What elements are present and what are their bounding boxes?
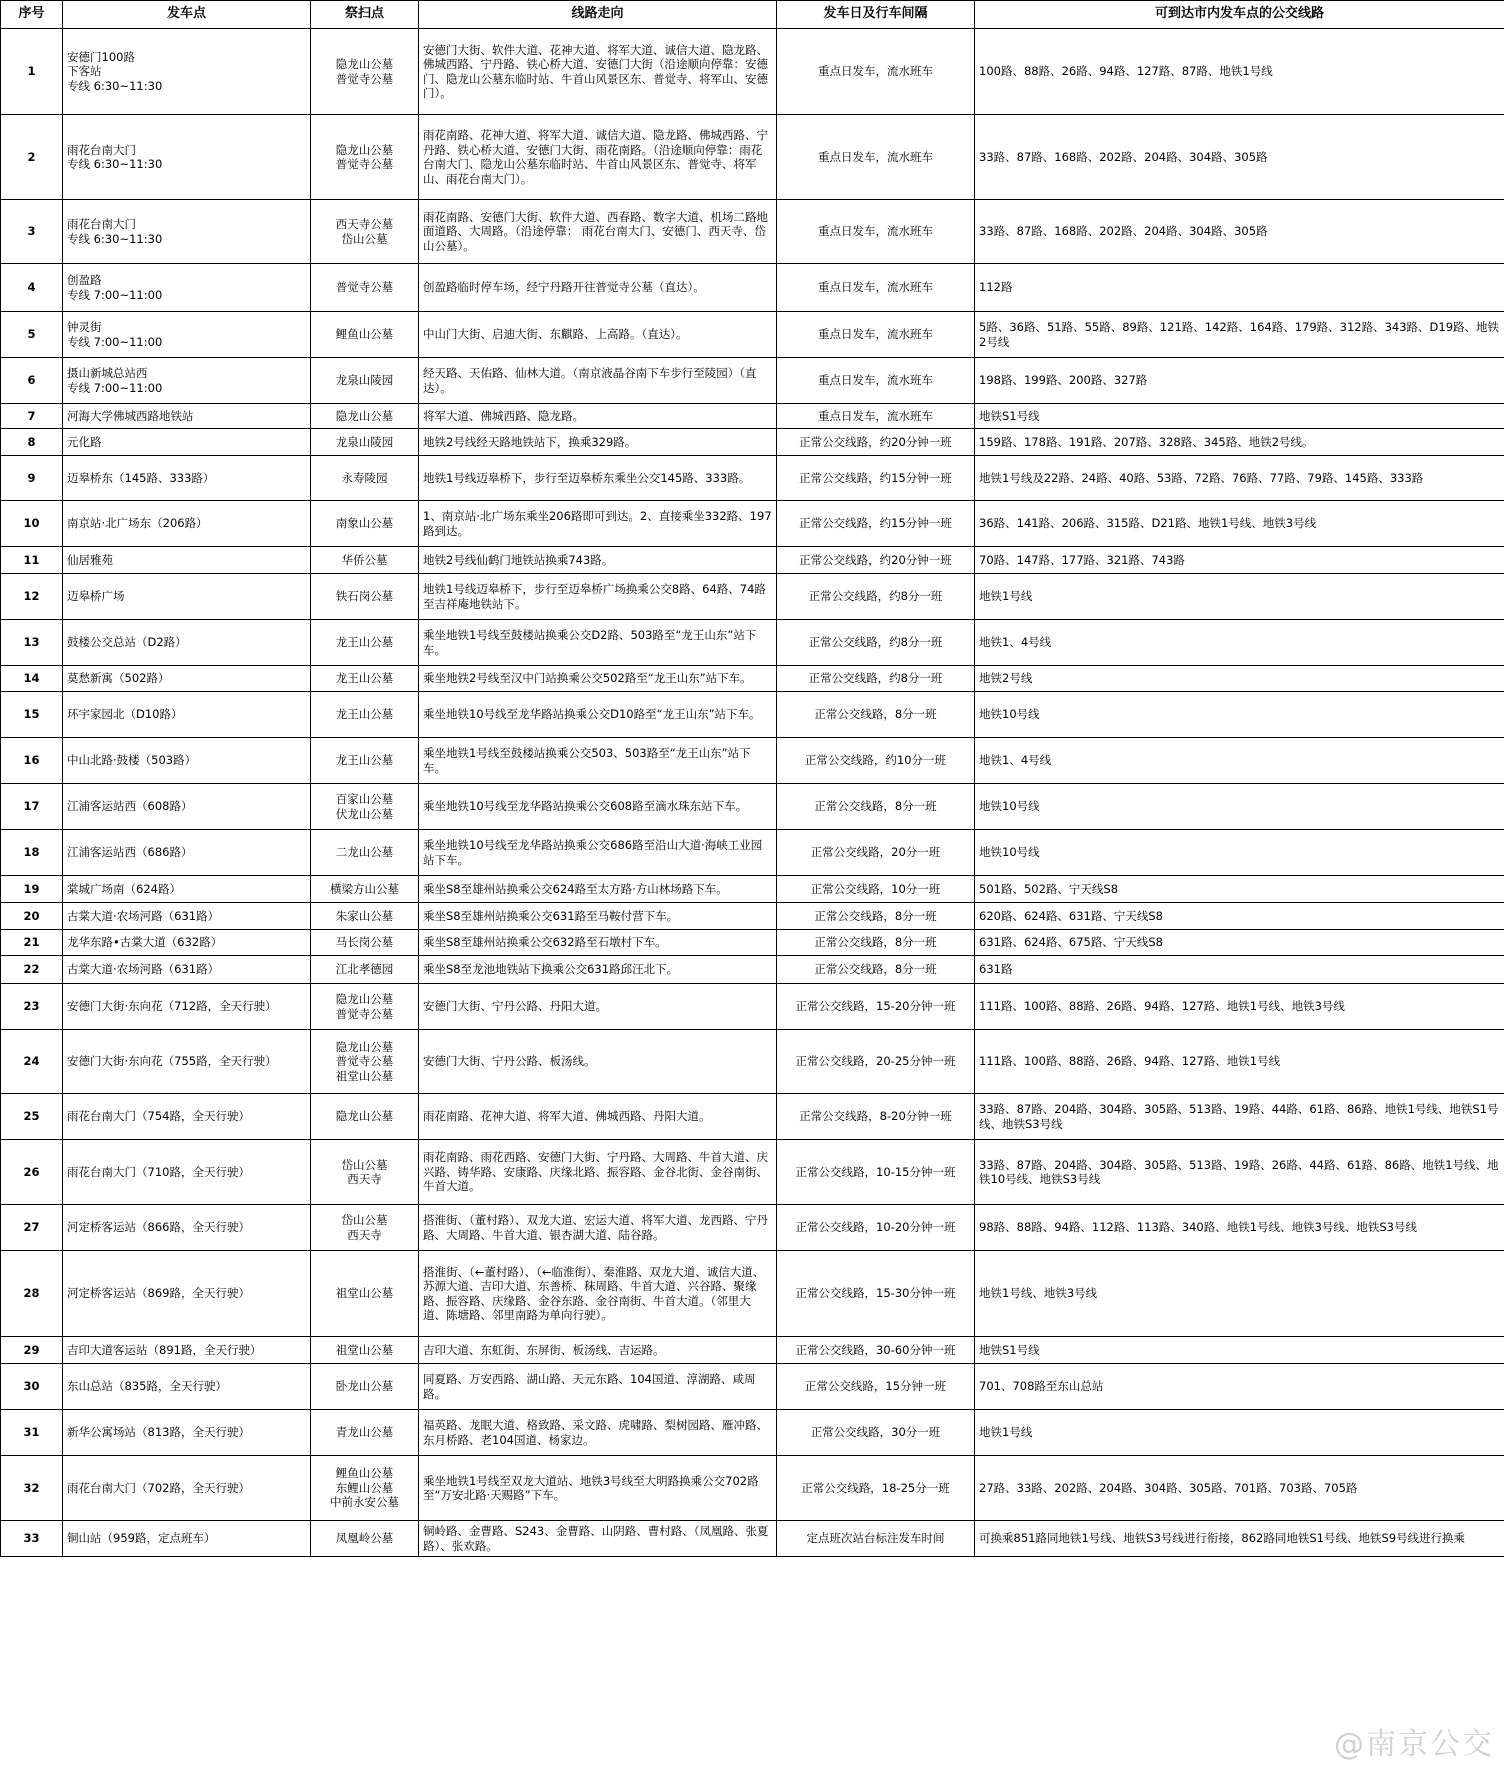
start-point: 迈皋桥东（145路、333路）: [63, 456, 311, 501]
row-number: 24: [1, 1030, 63, 1094]
table-row: [1, 984, 1504, 1030]
start-point: 棠城广场南（624路）: [63, 876, 311, 903]
connecting-lines: 70路、147路、177路、321路、743路: [975, 547, 1504, 574]
schedule: 正常公交线路，8分一班: [777, 903, 975, 930]
destination: 隐龙山公墓 普觉寺公墓: [311, 115, 419, 200]
table-row: [1, 930, 1504, 956]
route-description: 安德门大街、宁丹公路、丹阳大道。: [419, 984, 777, 1030]
destination: 隐龙山公墓: [311, 1094, 419, 1140]
schedule: 正常公交线路，约8分一班: [777, 574, 975, 620]
schedule: 正常公交线路，10分一班: [777, 876, 975, 903]
schedule: 正常公交线路，30-60分钟一班: [777, 1337, 975, 1364]
connecting-lines: 111路、100路、88路、26路、94路、127路、地铁1号线、地铁3号线: [975, 984, 1504, 1030]
route-description: 乘坐地铁1号线至鼓楼站换乘公交503、503路至“龙王山东”站下车。: [419, 738, 777, 784]
header-lines: 可到达市内发车点的公交线路: [975, 1, 1504, 29]
start-point: 莫愁新寓（502路）: [63, 666, 311, 692]
row-number: 8: [1, 429, 63, 456]
route-description: 同夏路、万安西路、湖山路、天元东路、104国道、淳湖路、咸周路。: [419, 1364, 777, 1410]
schedule: 正常公交线路，8分一班: [777, 692, 975, 738]
schedule: 正常公交线路，8-20分钟一班: [777, 1094, 975, 1140]
table-row: [1, 501, 1504, 547]
start-point: 东山总站（835路，全天行驶）: [63, 1364, 311, 1410]
schedule: 重点日发车，流水班车: [777, 115, 975, 200]
route-description: 安德门大街、软件大道、花神大道、将军大道、诚信大道、隐龙路、佛城西路、宁丹路、铁心桥大道、安德门大街（沿途顺向停靠：安德门、隐龙山公墓东临时站、牛首山风景区东、普觉寺、将军山、安德门）。: [419, 29, 777, 115]
row-number: 25: [1, 1094, 63, 1140]
table-row: [1, 358, 1504, 404]
row-number: 17: [1, 784, 63, 830]
start-point: 钟灵街 专线 7:00~11:00: [63, 312, 311, 358]
table-row: [1, 620, 1504, 666]
destination: 龙王山公墓: [311, 666, 419, 692]
route-description: 乘坐地铁10号线至龙华路站换乘公交686路至沿山大道·海峡工业园站下车。: [419, 830, 777, 876]
route-description: 吉印大道、东虹街、东屏街、板汤线、吉运路。: [419, 1337, 777, 1364]
connecting-lines: 地铁1号线: [975, 574, 1504, 620]
route-description: 雨花南路、安德门大街、软件大道、西春路、数字大道、机场二路地面道路、大周路。（沿途停靠： 雨花台南大门、安德门、西天寺、岱山公墓）。: [419, 200, 777, 264]
row-number: 1: [1, 29, 63, 115]
row-number: 23: [1, 984, 63, 1030]
row-number: 13: [1, 620, 63, 666]
route-description: 1、南京站·北广场东乘坐206路即可到达。2、直接乘坐332路、197路到达。: [419, 501, 777, 547]
table-row: [1, 1030, 1504, 1094]
connecting-lines: 可换乘851路同地铁1号线、地铁S3号线进行衔接，862路同地铁S1号线、地铁S9号线进行换乘: [975, 1521, 1504, 1557]
schedule: 正常公交线路，10-20分钟一班: [777, 1205, 975, 1251]
route-description: 乘坐地铁1号线至鼓楼站换乘公交D2路、503路至“龙王山东”站下车。: [419, 620, 777, 666]
schedule: 正常公交线路，约20分钟一班: [777, 547, 975, 574]
schedule: 重点日发车，流水班车: [777, 264, 975, 312]
connecting-lines: 27路、33路、202路、204路、304路、305路、701路、703路、705路: [975, 1456, 1504, 1521]
start-point: 鼓楼公交总站（D2路）: [63, 620, 311, 666]
connecting-lines: 地铁10号线: [975, 830, 1504, 876]
route-description: 福英路、龙眠大道、格致路、采文路、虎啸路、梨树园路、雁冲路、东月桥路、老104国道、杨家边。: [419, 1410, 777, 1456]
watermark: @南京公交: [1334, 1727, 1494, 1762]
connecting-lines: 地铁S1号线: [975, 1337, 1504, 1364]
route-description: 乘坐地铁10号线至龙华路站换乘公交D10路至“龙王山东”站下车。: [419, 692, 777, 738]
schedule: 正常公交线路，8分一班: [777, 956, 975, 984]
schedule: 重点日发车，流水班车: [777, 29, 975, 115]
destination: 龙王山公墓: [311, 692, 419, 738]
row-number: 10: [1, 501, 63, 547]
connecting-lines: 33路、87路、204路、304路、305路、513路、19路、26路、44路、61路、86路、地铁1号线、地铁10号线、地铁S3号线: [975, 1140, 1504, 1205]
row-number: 14: [1, 666, 63, 692]
table-row: [1, 1140, 1504, 1205]
route-description: 乘坐S8至雄州站换乘公交632路至石墩村下车。: [419, 930, 777, 956]
start-point: 河海大学佛城西路地铁站: [63, 404, 311, 429]
route-description: 安德门大街、宁丹公路、板汤线。: [419, 1030, 777, 1094]
connecting-lines: 501路、502路、宁天线S8: [975, 876, 1504, 903]
destination: 祖堂山公墓: [311, 1337, 419, 1364]
row-number: 30: [1, 1364, 63, 1410]
row-number: 3: [1, 200, 63, 264]
start-point: 南京站·北广场东（206路）: [63, 501, 311, 547]
destination: 岱山公墓 西天寺: [311, 1140, 419, 1205]
schedule: 正常公交线路，15-20分钟一班: [777, 984, 975, 1030]
destination: 卧龙山公墓: [311, 1364, 419, 1410]
connecting-lines: 112路: [975, 264, 1504, 312]
schedule: 正常公交线路，约8分一班: [777, 620, 975, 666]
destination: 隐龙山公墓: [311, 404, 419, 429]
connecting-lines: 33路、87路、204路、304路、305路、513路、19路、44路、61路、86路、地铁1号线、地铁S1号线、地铁S3号线: [975, 1094, 1504, 1140]
destination: 鲤鱼山公墓: [311, 312, 419, 358]
route-description: 乘坐地铁1号线至双龙大道站、地铁3号线至大明路换乘公交702路至“万安北路·天赐路”下车。: [419, 1456, 777, 1521]
schedule: 正常公交线路，20分一班: [777, 830, 975, 876]
connecting-lines: 631路、624路、675路、宁天线S8: [975, 930, 1504, 956]
schedule: 正常公交线路，20-25分钟一班: [777, 1030, 975, 1094]
start-point: 安德门大街·东向花（755路，全天行驶）: [63, 1030, 311, 1094]
row-number: 9: [1, 456, 63, 501]
table-row: [1, 547, 1504, 574]
table-row: [1, 404, 1504, 429]
start-point: 雨花台南大门 专线 6:30~11:30: [63, 200, 311, 264]
destination: 南象山公墓: [311, 501, 419, 547]
connecting-lines: 33路、87路、168路、202路、204路、304路、305路: [975, 115, 1504, 200]
destination: 铁石岗公墓: [311, 574, 419, 620]
table-row: [1, 1456, 1504, 1521]
schedule: 正常公交线路，8分一班: [777, 930, 975, 956]
table-row: [1, 1337, 1504, 1364]
schedule: 定点班次站台标注发车时间: [777, 1521, 975, 1557]
route-description: 搭淮街、（董村路）、双龙大道、宏运大道、将军大道、龙西路、宁丹路、大周路、牛首大道、银杏湖大道、陆谷路。: [419, 1205, 777, 1251]
row-number: 28: [1, 1251, 63, 1337]
start-point: 仙居雅苑: [63, 547, 311, 574]
start-point: 河定桥客运站（866路，全天行驶）: [63, 1205, 311, 1251]
header-no: 序号: [1, 1, 63, 29]
table-row: [1, 666, 1504, 692]
table-row: [1, 264, 1504, 312]
schedule: 重点日发车，流水班车: [777, 312, 975, 358]
connecting-lines: 631路: [975, 956, 1504, 984]
start-point: 摄山新城总站西 专线 7:00~11:00: [63, 358, 311, 404]
start-point: 中山北路·鼓楼（503路）: [63, 738, 311, 784]
connecting-lines: 33路、87路、168路、202路、204路、304路、305路: [975, 200, 1504, 264]
connecting-lines: 701、708路至东山总站: [975, 1364, 1504, 1410]
schedule: 正常公交线路，约15分钟一班: [777, 501, 975, 547]
destination: 江北孝德园: [311, 956, 419, 984]
table-row: [1, 830, 1504, 876]
schedule: 正常公交线路，约8分一班: [777, 666, 975, 692]
route-description: 铜岭路、金曹路、S243、金曹路、山阴路、曹村路、（凤凰路、张夏路）、张欢路。: [419, 1521, 777, 1557]
destination: 马长岗公墓: [311, 930, 419, 956]
destination: 龙泉山陵园: [311, 358, 419, 404]
row-number: 16: [1, 738, 63, 784]
table-row: [1, 903, 1504, 930]
route-description: 地铁2号线经天路地铁站下，换乘329路。: [419, 429, 777, 456]
destination: 朱家山公墓: [311, 903, 419, 930]
destination: 隐龙山公墓 普觉寺公墓: [311, 984, 419, 1030]
destination: 百家山公墓 伏龙山公墓: [311, 784, 419, 830]
destination: 祖堂山公墓: [311, 1251, 419, 1337]
table-row: [1, 738, 1504, 784]
start-point: 古棠大道·农场河路（631路）: [63, 903, 311, 930]
connecting-lines: 159路、178路、191路、207路、328路、345路、地铁2号线。: [975, 429, 1504, 456]
destination: 隐龙山公墓 普觉寺公墓: [311, 29, 419, 115]
connecting-lines: 地铁10号线: [975, 692, 1504, 738]
row-number: 31: [1, 1410, 63, 1456]
destination: 隐龙山公墓 普觉寺公墓 祖堂山公墓: [311, 1030, 419, 1094]
table-row: [1, 29, 1504, 115]
table-row: [1, 456, 1504, 501]
row-number: 27: [1, 1205, 63, 1251]
table-row: [1, 1364, 1504, 1410]
connecting-lines: 地铁1号线、地铁3号线: [975, 1251, 1504, 1337]
row-number: 2: [1, 115, 63, 200]
destination: 永寿陵园: [311, 456, 419, 501]
route-description: 搭淮街、（←董村路）、（←临淮街）、秦淮路、双龙大道、诚信大道、苏源大道、吉印大道、东善桥、秣周路、牛首大道、兴谷路、聚缘路、振容路、庆缘路、金谷东路、金谷南街、牛首大道。（邻里大道、陈塘路、邻里南路为单向行驶）。: [419, 1251, 777, 1337]
schedule: 重点日发车，流水班车: [777, 404, 975, 429]
start-point: 铜山站（959路，定点班车）: [63, 1521, 311, 1557]
schedule: 正常公交线路，15分钟一班: [777, 1364, 975, 1410]
destination: 普觉寺公墓: [311, 264, 419, 312]
row-number: 33: [1, 1521, 63, 1557]
connecting-lines: 地铁S1号线: [975, 404, 1504, 429]
route-description: 将军大道、佛城西路、隐龙路。: [419, 404, 777, 429]
connecting-lines: 620路、624路、631路、宁天线S8: [975, 903, 1504, 930]
row-number: 20: [1, 903, 63, 930]
route-description: 乘坐S8至龙池地铁站下换乘公交631路邱汪北下。: [419, 956, 777, 984]
schedule: 正常公交线路，约20分钟一班: [777, 429, 975, 456]
start-point: 创盈路 专线 7:00~11:00: [63, 264, 311, 312]
connecting-lines: 100路、88路、26路、94路、127路、87路、地铁1号线: [975, 29, 1504, 115]
connecting-lines: 地铁1、4号线: [975, 738, 1504, 784]
row-number: 12: [1, 574, 63, 620]
connecting-lines: 地铁1号线: [975, 1410, 1504, 1456]
row-number: 15: [1, 692, 63, 738]
table-row: [1, 1521, 1504, 1557]
start-point: 雨花台南大门（710路，全天行驶）: [63, 1140, 311, 1205]
schedule: 正常公交线路，8分一班: [777, 784, 975, 830]
table-row: [1, 574, 1504, 620]
route-description: 雨花南路、花神大道、将军大道、佛城西路、丹阳大道。: [419, 1094, 777, 1140]
route-description: 创盈路临时停车场，经宁丹路开往普觉寺公墓（直达）。: [419, 264, 777, 312]
row-number: 21: [1, 930, 63, 956]
start-point: 江浦客运站西（608路）: [63, 784, 311, 830]
start-point: 江浦客运站西（686路）: [63, 830, 311, 876]
table-row: [1, 312, 1504, 358]
route-description: 雨花南路、花神大道、将军大道、诚信大道、隐龙路、佛城西路、宁丹路、铁心桥大道、安德门大街、雨花南路。（沿途顺向停靠：雨花台南大门、隐龙山公墓东临时站、牛首山风景区东、普觉寺、将军山、雨花台南大门）。: [419, 115, 777, 200]
connecting-lines: 198路、199路、200路、327路: [975, 358, 1504, 404]
row-number: 4: [1, 264, 63, 312]
schedule: 正常公交线路，约15分钟一班: [777, 456, 975, 501]
connecting-lines: 98路、88路、94路、112路、113路、340路、地铁1号线、地铁3号线、地铁S3号线: [975, 1205, 1504, 1251]
route-description: 雨花南路、雨花西路、安德门大街、宁丹路、大周路、牛首大道、庆兴路、铸华路、安康路、庆缘北路、振容路、金谷北街、金谷南街、牛首大道。: [419, 1140, 777, 1205]
route-description: 地铁1号线迈皋桥下，步行至迈皋桥广场换乘公交8路、64路、74路至吉祥庵地铁站下。: [419, 574, 777, 620]
header-start: 发车点: [63, 1, 311, 29]
route-description: 乘坐地铁2号线至汉中门站换乘公交502路至“龙王山东”站下车。: [419, 666, 777, 692]
row-number: 18: [1, 830, 63, 876]
destination: 二龙山公墓: [311, 830, 419, 876]
table-row: [1, 1251, 1504, 1337]
header-schedule: 发车日及行车间隔: [777, 1, 975, 29]
start-point: 古棠大道·农场河路（631路）: [63, 956, 311, 984]
table-row: [1, 1094, 1504, 1140]
row-number: 19: [1, 876, 63, 903]
header-route: 线路走向: [419, 1, 777, 29]
start-point: 吉印大道客运站（891路，全天行驶）: [63, 1337, 311, 1364]
schedule: 正常公交线路，10-15分钟一班: [777, 1140, 975, 1205]
schedule: 正常公交线路，约10分一班: [777, 738, 975, 784]
table-row: [1, 784, 1504, 830]
connecting-lines: 5路、36路、51路、55路、89路、121路、142路、164路、179路、312路、343路、D19路、地铁2号线: [975, 312, 1504, 358]
row-number: 29: [1, 1337, 63, 1364]
header-dest: 祭扫点: [311, 1, 419, 29]
route-description: 乘坐S8至雄州站换乘公交624路至太方路·方山林场路下车。: [419, 876, 777, 903]
start-point: 河定桥客运站（869路，全天行驶）: [63, 1251, 311, 1337]
destination: 青龙山公墓: [311, 1410, 419, 1456]
start-point: 龙华东路•古棠大道（632路）: [63, 930, 311, 956]
table-row: [1, 200, 1504, 264]
destination: 西天寺公墓 岱山公墓: [311, 200, 419, 264]
connecting-lines: 地铁10号线: [975, 784, 1504, 830]
schedule: 重点日发车，流水班车: [777, 200, 975, 264]
start-point: 安德门100路 下客站 专线 6:30~11:30: [63, 29, 311, 115]
row-number: 7: [1, 404, 63, 429]
route-description: 乘坐S8至雄州站换乘公交631路至马鞍付营下车。: [419, 903, 777, 930]
route-description: 经天路、天佑路、仙林大道。（南京液晶谷南下车步行至陵园）（直达）。: [419, 358, 777, 404]
table-row: [1, 429, 1504, 456]
start-point: 雨花台南大门（702路，全天行驶）: [63, 1456, 311, 1521]
route-description: 地铁2号线仙鹤门地铁站换乘743路。: [419, 547, 777, 574]
table-row: [1, 692, 1504, 738]
schedule: 正常公交线路，15-30分钟一班: [777, 1251, 975, 1337]
start-point: 雨花台南大门 专线 6:30~11:30: [63, 115, 311, 200]
row-number: 6: [1, 358, 63, 404]
table-row: [1, 956, 1504, 984]
destination: 龙王山公墓: [311, 738, 419, 784]
connecting-lines: 地铁1号线及22路、24路、40路、53路、72路、76路、77路、79路、145路、333路: [975, 456, 1504, 501]
schedule: 重点日发车，流水班车: [777, 358, 975, 404]
schedule: 正常公交线路，30分一班: [777, 1410, 975, 1456]
start-point: 安德门大街·东向花（712路，全天行驶）: [63, 984, 311, 1030]
connecting-lines: 36路、141路、206路、315路、D21路、地铁1号线、地铁3号线: [975, 501, 1504, 547]
destination: 岱山公墓 西天寺: [311, 1205, 419, 1251]
table-row: [1, 876, 1504, 903]
table-row: [1, 1205, 1504, 1251]
row-number: 11: [1, 547, 63, 574]
row-number: 5: [1, 312, 63, 358]
destination: 凤凰岭公墓: [311, 1521, 419, 1557]
start-point: 元化路: [63, 429, 311, 456]
connecting-lines: 地铁1、4号线: [975, 620, 1504, 666]
connecting-lines: 地铁2号线: [975, 666, 1504, 692]
destination: 龙泉山陵园: [311, 429, 419, 456]
table-row: [1, 1410, 1504, 1456]
route-description: 中山门大街、启迪大街、东麒路、上高路。（直达）。: [419, 312, 777, 358]
row-number: 32: [1, 1456, 63, 1521]
connecting-lines: 111路、100路、88路、26路、94路、127路、地铁1号线: [975, 1030, 1504, 1094]
row-number: 26: [1, 1140, 63, 1205]
table-header-row: [1, 1, 1504, 29]
start-point: 新华公寓场站（813路，全天行驶）: [63, 1410, 311, 1456]
start-point: 迈皋桥广场: [63, 574, 311, 620]
destination: 龙王山公墓: [311, 620, 419, 666]
schedule: 正常公交线路，18-25分一班: [777, 1456, 975, 1521]
destination: 华侨公墓: [311, 547, 419, 574]
start-point: 环宇家园北（D10路）: [63, 692, 311, 738]
table-row: [1, 115, 1504, 200]
destination: 鲤鱼山公墓 东鲤山公墓 中前永安公墓: [311, 1456, 419, 1521]
route-description: 地铁1号线迈皋桥下，步行至迈皋桥东乘坐公交145路、333路。: [419, 456, 777, 501]
route-description: 乘坐地铁10号线至龙华路站换乘公交608路至滴水珠东站下车。: [419, 784, 777, 830]
start-point: 雨花台南大门（754路，全天行驶）: [63, 1094, 311, 1140]
destination: 横梁方山公墓: [311, 876, 419, 903]
row-number: 22: [1, 956, 63, 984]
